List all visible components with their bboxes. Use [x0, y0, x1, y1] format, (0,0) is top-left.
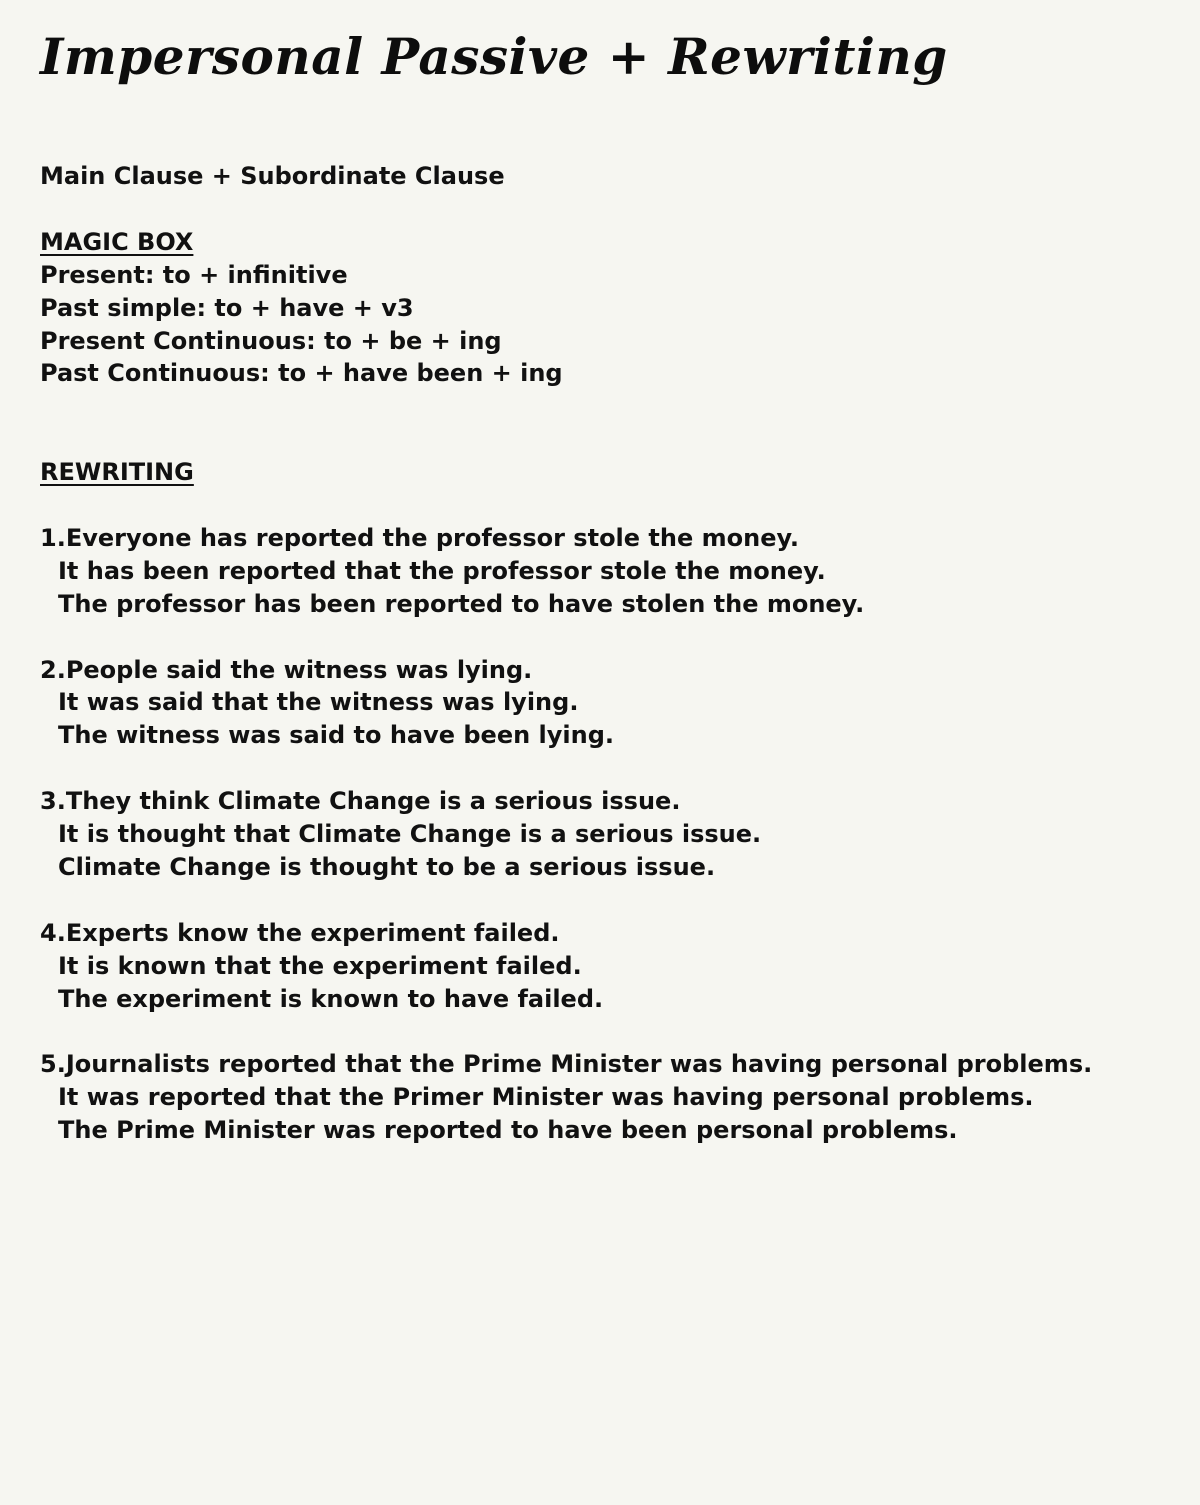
- original-sentence: 2.People said the witness was lying.: [40, 655, 533, 684]
- rewrite-sentence-it: It is known that the experiment failed.: [58, 951, 582, 980]
- page-title: Impersonal Passive + Rewriting: [40, 27, 948, 86]
- spacer: [40, 489, 1160, 522]
- notes-body: [40, 160, 1160, 1147]
- rewriting-item-2: [40, 654, 1160, 753]
- rewriting-item-5: [40, 1048, 1160, 1147]
- rewrite-sentence-subject: Climate Change is thought to be a serious issue.: [58, 852, 716, 881]
- spacer: [40, 621, 1160, 654]
- spacer: [40, 752, 1160, 785]
- rewrite-sentence-it: It is thought that Climate Change is a serious issue.: [58, 820, 762, 849]
- rewrite-sentence-subject: The Prime Minister was reported to have been personal problems.: [58, 1116, 958, 1145]
- original-sentence: 4.Experts know the experiment failed.: [40, 918, 560, 947]
- spacer: [40, 193, 1160, 226]
- rewrite-sentence-subject: The professor has been reported to have stolen the money.: [58, 589, 865, 618]
- magic-box-rule-past-simple: Past simple: to + have + v3: [40, 293, 414, 322]
- rewrite-sentence-subject: The experiment is known to have failed.: [58, 984, 604, 1013]
- rewriting-heading: REWRITING: [40, 458, 194, 487]
- rewriting-section: [40, 456, 1160, 1147]
- rewriting-item-4: [40, 917, 1160, 1016]
- magic-box-rule-present: Present: to + infinitive: [40, 260, 348, 289]
- spacer: [40, 884, 1160, 917]
- rewrite-sentence-subject: The witness was said to have been lying.: [58, 721, 615, 750]
- magic-box-section: [40, 226, 1160, 391]
- spacer: [40, 1015, 1160, 1048]
- rewriting-item-3: [40, 785, 1160, 884]
- original-sentence: 3.They think Climate Change is a serious issue.: [40, 787, 681, 816]
- magic-box-heading: MAGIC BOX: [40, 227, 194, 256]
- rewrite-sentence-it: It has been reported that the professor stole the money.: [58, 556, 826, 585]
- magic-box-rule-present-continuous: Present Continuous: to + be + ing: [40, 326, 502, 355]
- rewrite-sentence-it: It was said that the witness was lying.: [58, 688, 579, 717]
- original-sentence: 1.Everyone has reported the professor stole the money.: [40, 523, 800, 552]
- rewriting-item-1: [40, 522, 1160, 621]
- rewrite-sentence-it: It was reported that the Primer Minister was having personal problems.: [58, 1083, 1034, 1112]
- original-sentence: 5.Journalists reported that the Prime Minister was having personal problems.: [40, 1050, 1093, 1079]
- spacer: [40, 390, 1160, 456]
- clause-structure-line: Main Clause + Subordinate Clause: [40, 162, 505, 190]
- magic-box-rule-past-continuous: Past Continuous: to + have been + ing: [40, 359, 563, 388]
